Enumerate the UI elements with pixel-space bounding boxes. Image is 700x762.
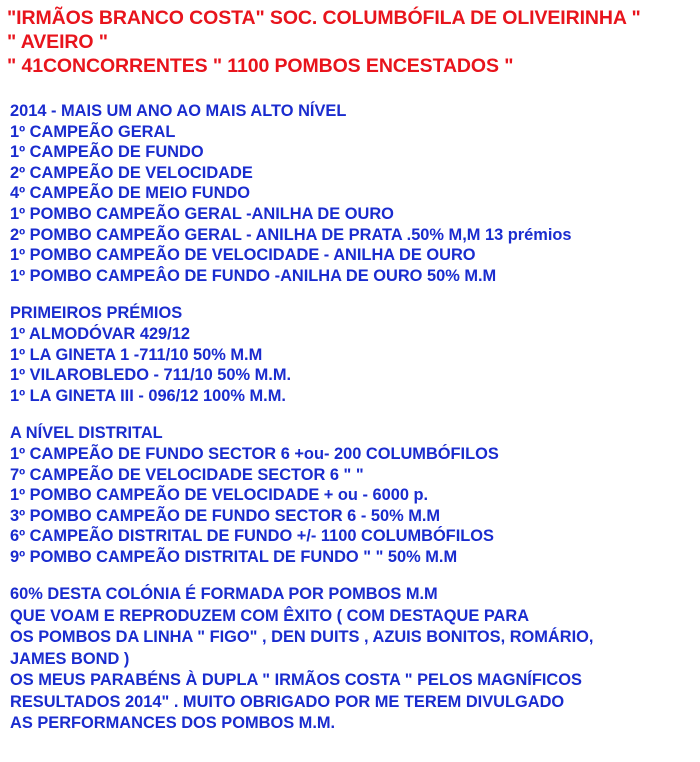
list-item: 1º LA GINETA 1 -711/10 50% M.M bbox=[10, 345, 263, 364]
header-line: "IRMÃOS BRANCO COSTA" SOC. COLUMBÓFILA DE OLIVEIRINHA " bbox=[7, 7, 641, 29]
list-item: 1º CAMPEÃO DE FUNDO bbox=[10, 143, 204, 162]
header-block bbox=[7, 6, 697, 78]
list-item: 6º CAMPEÃO DISTRITAL DE FUNDO +/- 1100 COLUMBÓFILOS bbox=[10, 527, 494, 546]
list-item: 1º POMBO CAMPEÃO DE VELOCIDADE + ou - 6000 p. bbox=[10, 486, 429, 505]
list-item: 1º VILAROBLEDO - 711/10 50% M.M. bbox=[10, 366, 292, 385]
paragraph-line: AS PERFORMANCES DOS POMBOS M.M. bbox=[10, 713, 336, 732]
paragraph-line: OS MEUS PARABÉNS À DUPLA " IRMÃOS COSTA " PELOS MAGNÍFICOS bbox=[10, 671, 582, 690]
list-item: 7º CAMPEÃO DE VELOCIDADE SECTOR 6 " " bbox=[10, 465, 364, 484]
section-heading: A NÍVEL DISTRITAL bbox=[10, 424, 163, 443]
list-item: 2º POMBO CAMPEÃO GERAL - ANILHA DE PRATA .50% M,M 13 prémios bbox=[10, 225, 572, 244]
paragraph-line: RESULTADOS 2014" . MUITO OBRIGADO POR ME TEREM DIVULGADO bbox=[10, 692, 565, 711]
list-item: 1º CAMPEÃO DE FUNDO SECTOR 6 +ou- 200 COLUMBÓFILOS bbox=[10, 444, 499, 463]
list-item: 1º POMBO CAMPEÃO GERAL -ANILHA DE OURO bbox=[10, 204, 394, 223]
paragraph-line: OS POMBOS DA LINHA " FIGO" , DEN DUITS , AZUIS BONITOS, ROMÁRIO, bbox=[10, 628, 594, 647]
list-item: 1º ALMODÓVAR 429/12 bbox=[10, 324, 190, 343]
section-heading: PRIMEIROS PRÉMIOS bbox=[10, 304, 183, 323]
list-item: 1º CAMPEÃO GERAL bbox=[10, 122, 176, 141]
paragraph-line: QUE VOAM E REPRODUZEM COM ÊXITO ( COM DESTAQUE PARA bbox=[10, 606, 530, 625]
section-district-level bbox=[10, 423, 695, 567]
list-item: 1º LA GINETA III - 096/12 100% M.M. bbox=[10, 386, 286, 405]
list-item: 3º POMBO CAMPEÃO DE FUNDO SECTOR 6 - 50% M.M bbox=[10, 506, 441, 525]
section-2014-achievements bbox=[10, 101, 695, 286]
paragraph-line: JAMES BOND ) bbox=[10, 649, 130, 668]
list-item: 4º CAMPEÃO DE MEIO FUNDO bbox=[10, 184, 251, 203]
list-item: 1º POMBO CAMPEÃO DE VELOCIDADE - ANILHA DE OURO bbox=[10, 246, 476, 265]
section-closing-remarks bbox=[10, 584, 695, 734]
body-sections bbox=[10, 101, 695, 751]
section-first-prizes bbox=[10, 303, 695, 406]
list-item: 2º CAMPEÃO DE VELOCIDADE bbox=[10, 163, 253, 182]
section-heading: 2014 - MAIS UM ANO AO MAIS ALTO NÍVEL bbox=[10, 102, 347, 120]
paragraph-line: 60% DESTA COLÓNIA É FORMADA POR POMBOS M.M bbox=[10, 585, 438, 604]
header-line: " AVEIRO " bbox=[7, 31, 108, 53]
header-line: " 41CONCORRENTES " 1100 POMBOS ENCESTADOS " bbox=[7, 55, 514, 77]
list-item: 1º POMBO CAMPEÂO DE FUNDO -ANILHA DE OURO 50% M.M bbox=[10, 266, 497, 285]
list-item: 9º POMBO CAMPEÃO DISTRITAL DE FUNDO " " 50% M.M bbox=[10, 547, 458, 566]
